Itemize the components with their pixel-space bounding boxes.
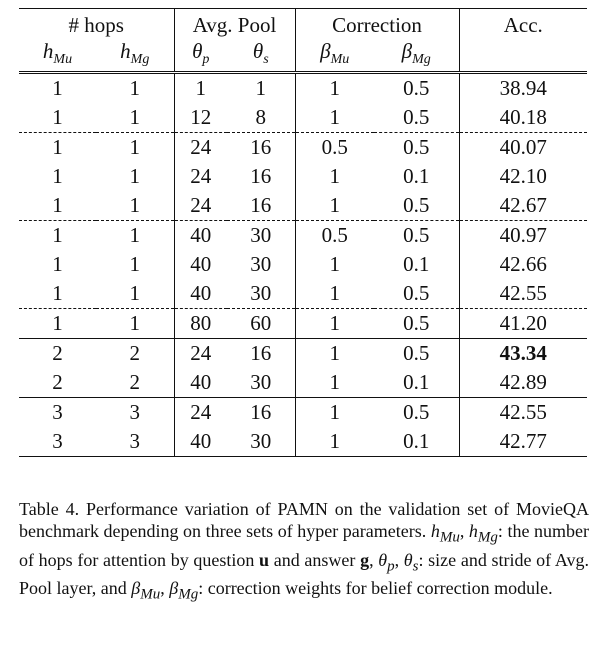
caption-label: Table 4. — [19, 499, 80, 519]
cell-acc: 41.20 — [459, 309, 587, 339]
cell-acc: 38.94 — [459, 73, 587, 104]
cell-theta-s: 16 — [227, 339, 295, 369]
caption-text-1: Performance variation of PAMN on the validation set of MovieQA benchmark depending on three sets of hyper parameters. — [19, 499, 589, 541]
header-h-mu: $h_{Mu}$ — [42, 39, 73, 68]
cell-acc: 42.77 — [459, 427, 587, 457]
cell-theta-s: 60 — [227, 309, 295, 339]
table-row — [19, 103, 587, 133]
cell-h-mg: 2 — [96, 339, 174, 369]
cell-h-mg: 1 — [96, 221, 174, 251]
cell-beta-mu: 1 — [295, 427, 374, 457]
symbol-header-row — [19, 40, 587, 73]
cell-beta-mu: 0.5 — [295, 221, 374, 251]
cell-h-mu: 3 — [19, 398, 96, 428]
results-table-container — [19, 8, 587, 457]
cell-theta-s: 30 — [227, 427, 295, 457]
header-hops: # hops — [19, 9, 174, 41]
cell-h-mu: 3 — [19, 427, 96, 457]
cell-beta-mu: 1 — [295, 162, 374, 191]
cell-beta-mu: 1 — [295, 368, 374, 398]
cell-theta-p: 40 — [174, 427, 227, 457]
header-beta-mg: $\beta_{Mg}$ — [401, 39, 431, 68]
cell-beta-mg: 0.1 — [374, 427, 459, 457]
cell-beta-mu: 1 — [295, 191, 374, 221]
header-avg-pool: Avg. Pool — [174, 9, 295, 41]
cell-beta-mg: 0.1 — [403, 370, 430, 394]
cell-h-mu: 1 — [19, 133, 96, 163]
cell-h-mg: 1 — [129, 164, 140, 188]
cell-h-mu: 1 — [19, 73, 96, 104]
cell-beta-mg: 0.5 — [403, 281, 430, 305]
cell-beta-mu: 0.5 — [295, 133, 374, 163]
caption-text-5: : correction weights for belief correction module. — [198, 578, 553, 599]
caption-text-4: : size and stride of Avg. Pool layer, and — [19, 549, 590, 599]
table-caption: Table 4. Performance variation of PAMN on the validation set of MovieQA benchmark depending on three sets of hyper parameters. $h_{Mu}$, $h_{Mg}$: the number of hops for attention by question u and answer g, $\theta_p$, $\theta_s$: size and stride of Avg. Pool layer, and $\beta_{Mu}$, $\beta_{Mg}$: correction weights for belief correction module. — [19, 499, 590, 603]
cell-theta-p: 24 — [174, 339, 227, 369]
cell-beta-mu: 1 — [295, 398, 374, 428]
header-h-mg: $h_{Mg}$ — [120, 39, 150, 68]
cell-h-mg: 1 — [129, 193, 140, 217]
hyperparameter-table — [19, 8, 587, 457]
cell-acc: 40.18 — [459, 103, 587, 133]
header-acc-empty — [459, 40, 587, 73]
cell-beta-mu: 1 — [295, 279, 374, 309]
cell-beta-mg: 0.1 — [403, 252, 430, 276]
cell-acc: 42.67 — [459, 191, 587, 221]
group-header-row — [19, 9, 587, 41]
cell-acc: 42.55 — [459, 279, 587, 309]
cell-h-mg: 3 — [96, 427, 174, 457]
cell-acc: 40.07 — [459, 133, 587, 163]
cell-theta-p: 12 — [174, 103, 227, 133]
cell-theta-s: 16 — [250, 164, 272, 188]
cell-h-mu: 1 — [52, 164, 63, 188]
cell-beta-mg: 0.5 — [403, 193, 430, 217]
cell-theta-s: 16 — [227, 398, 295, 428]
cell-theta-p: 24 — [174, 162, 227, 191]
table-row — [19, 191, 587, 221]
cell-beta-mg: 0.5 — [374, 309, 459, 339]
table-row — [19, 309, 587, 339]
cell-beta-mu: 1 — [295, 73, 374, 104]
table-row — [19, 427, 587, 457]
cell-h-mu: 2 — [19, 339, 96, 369]
table-row — [19, 279, 587, 309]
cell-h-mg: 1 — [129, 281, 140, 305]
cell-theta-s: 30 — [227, 221, 295, 251]
cell-theta-p: 24 — [174, 191, 227, 221]
cell-beta-mu: 1 — [295, 339, 374, 369]
cell-h-mg: 3 — [96, 398, 174, 428]
cell-acc: 42.55 — [459, 398, 587, 428]
cell-h-mu: 1 — [52, 105, 63, 129]
cell-acc: 40.97 — [459, 221, 587, 251]
cell-beta-mg: 0.1 — [403, 164, 430, 188]
cell-theta-p: 40 — [174, 279, 227, 309]
table-row — [19, 368, 587, 398]
cell-theta-p: 24 — [174, 133, 227, 163]
cell-beta-mu: 1 — [295, 309, 374, 339]
header-beta-mu: $\beta_{Mu}$ — [295, 40, 374, 73]
cell-h-mu: 1 — [52, 252, 63, 276]
table-row — [19, 339, 587, 369]
cell-theta-s: 16 — [227, 133, 295, 163]
cell-h-mu: 1 — [52, 193, 63, 217]
cell-h-mg: 2 — [129, 370, 140, 394]
cell-theta-p: 24 — [174, 398, 227, 428]
header-theta-s: $\theta_s$ — [252, 39, 269, 68]
cell-beta-mu: 1 — [295, 250, 374, 279]
table-row — [19, 73, 587, 104]
cell-theta-s: 30 — [250, 252, 272, 276]
cell-h-mg: 1 — [129, 252, 140, 276]
cell-acc: 42.66 — [459, 250, 587, 279]
table-row — [19, 250, 587, 279]
table-row — [19, 162, 587, 191]
cell-theta-s: 30 — [250, 281, 272, 305]
cell-beta-mg: 0.5 — [374, 339, 459, 369]
cell-theta-s: 8 — [255, 105, 266, 129]
cell-h-mg: 1 — [96, 73, 174, 104]
cell-h-mu: 1 — [19, 309, 96, 339]
table-row — [19, 221, 587, 251]
cell-h-mu: 2 — [52, 370, 63, 394]
cell-beta-mu: 1 — [295, 103, 374, 133]
header-accuracy: Acc. — [459, 9, 587, 41]
header-correction: Correction — [295, 9, 459, 41]
cell-acc: 43.34 — [459, 339, 587, 369]
table-row — [19, 133, 587, 163]
cell-theta-p: 40 — [174, 221, 227, 251]
cell-theta-s: 1 — [227, 73, 295, 104]
cell-theta-p: 1 — [174, 73, 227, 104]
cell-beta-mg: 0.5 — [403, 105, 430, 129]
cell-h-mg: 1 — [96, 133, 174, 163]
cell-h-mg: 1 — [96, 309, 174, 339]
cell-acc: 42.10 — [459, 162, 587, 191]
cell-theta-p: 40 — [174, 250, 227, 279]
cell-h-mg: 1 — [129, 105, 140, 129]
cell-beta-mg: 0.5 — [374, 73, 459, 104]
table-body — [19, 73, 587, 457]
table-row — [19, 398, 587, 428]
cell-h-mu: 1 — [52, 281, 63, 305]
cell-beta-mg: 0.5 — [374, 133, 459, 163]
cell-theta-p: 40 — [174, 368, 227, 398]
cell-beta-mg: 0.5 — [374, 221, 459, 251]
caption-text-2: : the number of hops for attention by question — [19, 521, 589, 570]
cell-theta-s: 16 — [250, 193, 272, 217]
caption-text-3: and answer — [269, 549, 361, 570]
header-theta-p: $\theta_p$ — [174, 40, 227, 73]
cell-acc: 42.89 — [459, 368, 587, 398]
cell-h-mu: 1 — [19, 221, 96, 251]
cell-beta-mg: 0.5 — [374, 398, 459, 428]
cell-theta-p: 80 — [174, 309, 227, 339]
cell-theta-s: 30 — [250, 370, 272, 394]
